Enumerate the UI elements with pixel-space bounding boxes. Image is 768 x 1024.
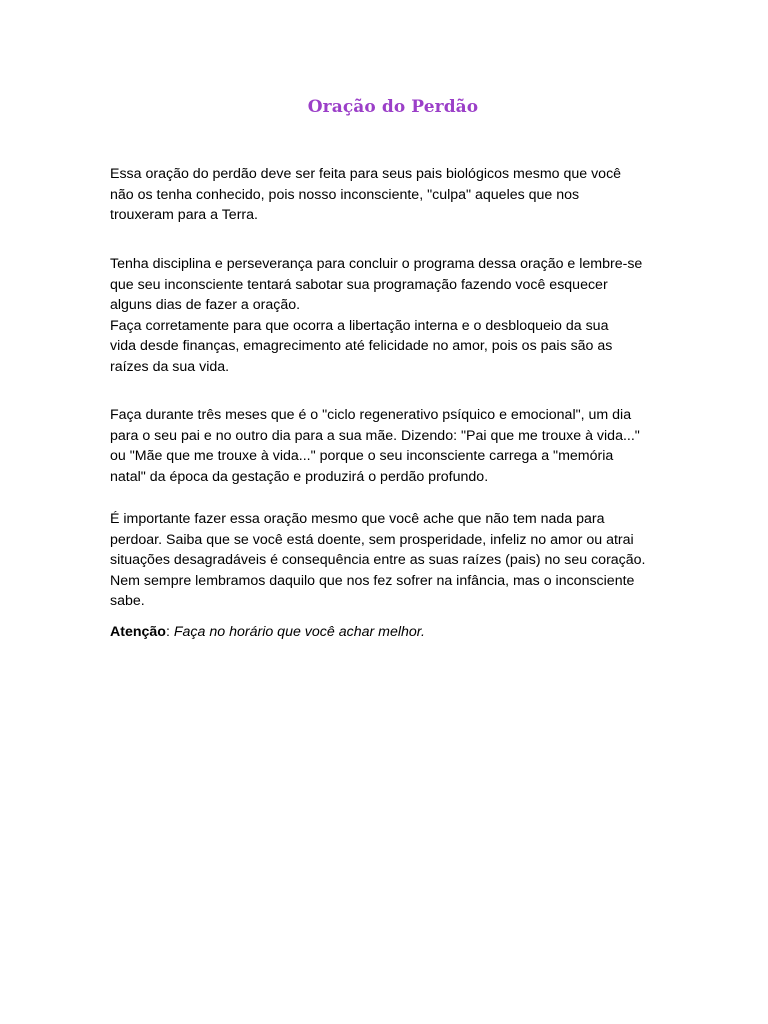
paragraph-line: situações desagradáveis é consequência entre as suas raízes (pais) no seu coração. [110, 552, 646, 569]
paragraph-line: que seu inconsciente tentará sabotar sua programação fazendo você esquecer [110, 276, 608, 293]
attention-text: Faça no horário que você achar melhor. [173, 624, 425, 640]
paragraph-line: Faça corretamente para que ocorra a libertação interna e o desbloqueio da sua [110, 317, 609, 334]
paragraph-2 [110, 254, 685, 378]
attention-note [110, 622, 685, 643]
paragraph-line: vida desde finanças, emagrecimento até felicidade no amor, pois os pais são as [110, 338, 613, 355]
paragraph-line: ou "Mãe que me trouxe à vida..." porque o seu inconsciente carrega a "memória [110, 448, 614, 465]
paragraph-line: alguns dias de fazer a oração. [110, 297, 301, 314]
paragraph-1 [110, 164, 685, 226]
paragraph-line: raízes da sua vida. [110, 358, 230, 375]
attention-label: Atenção [110, 624, 166, 640]
paragraph-line: natal" da época da gestação e produzirá o perdão profundo. [110, 468, 489, 485]
paragraph-line: trouxeram para a Terra. [110, 207, 258, 224]
paragraph-line: Essa oração do perdão deve ser feita para seus pais biológicos mesmo que você [110, 166, 622, 182]
paragraph-line: Faça durante três meses que é o "ciclo regenerativo psíquico e emocional", um dia [110, 407, 632, 423]
paragraph-line: sabe. [110, 593, 145, 610]
paragraph-3 [110, 405, 685, 487]
paragraph-4 [110, 509, 685, 612]
paragraph-line: É importante fazer essa oração mesmo que você ache que não tem nada para [110, 511, 605, 527]
paragraph-line: para o seu pai e no outro dia para a sua mãe. Dizendo: "Pai que me trouxe à vida..." [110, 427, 640, 444]
attention-separator: : [165, 624, 174, 640]
paragraph-line: não os tenha conhecido, pois nosso inconsciente, "culpa" aqueles que nos [110, 186, 580, 203]
paragraph-line: Nem sempre lembramos daquilo que nos fez sofrer na infância, mas o inconsciente [110, 572, 635, 589]
paragraph-line: perdoar. Saiba que se você está doente, sem prosperidade, infeliz no amor ou atrai [110, 531, 634, 548]
page-title: Oração do Perdão [307, 97, 479, 118]
paragraph-line: Tenha disciplina e perseverança para concluir o programa dessa oração e lembre-se [110, 256, 643, 272]
